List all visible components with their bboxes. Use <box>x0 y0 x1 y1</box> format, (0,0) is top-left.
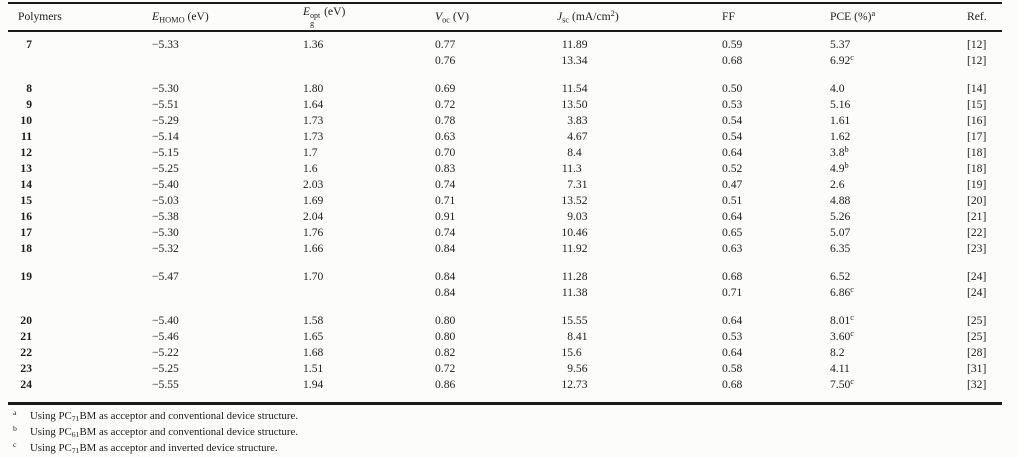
cell-voc: 0.83 <box>435 162 456 175</box>
cell-homo: −5.22 <box>152 346 179 359</box>
polymer-number: 9 <box>26 98 32 111</box>
cell-pce: 6.52 <box>830 270 851 283</box>
cell-jsc: 9.03 <box>567 210 588 223</box>
table-row <box>8 129 1002 145</box>
cell-pce: 6.86$^c$ <box>830 284 855 299</box>
cell-homo: −5.15 <box>152 146 179 159</box>
cell-ref: [25] <box>967 330 987 343</box>
cell-homo: −5.30 <box>152 226 179 239</box>
column-header-ref: Ref. <box>967 10 987 23</box>
cell-jsc: 15.6 <box>561 346 582 359</box>
cell-voc: 0.91 <box>435 210 456 223</box>
polymer-number: 17 <box>20 226 32 239</box>
cell-ff: 0.64 <box>722 210 743 223</box>
cell-pce: 7.50$^c$ <box>830 376 855 391</box>
cell-ref: [25] <box>967 314 987 327</box>
cell-voc: 0.77 <box>435 38 456 51</box>
cell-homo: −5.29 <box>152 114 179 127</box>
cell-pce: 5.16 <box>830 98 851 111</box>
cell-pce: 4.11 <box>830 362 850 375</box>
cell-pce: 5.07 <box>830 226 851 239</box>
cell-eg: 1.70 <box>303 270 324 283</box>
cell-homo: −5.32 <box>152 242 179 255</box>
cell-eg: 1.6 <box>303 162 318 175</box>
cell-jsc: 7.31 <box>567 178 588 191</box>
cell-jsc: 13.52 <box>561 194 588 207</box>
cell-ff: 0.58 <box>722 362 743 375</box>
cell-jsc: 9.56 <box>567 362 588 375</box>
table-row <box>8 313 1002 329</box>
cell-ref: [16] <box>967 114 987 127</box>
cell-homo: −5.55 <box>152 378 179 391</box>
cell-pce: 5.26 <box>830 210 851 223</box>
cell-ff: 0.59 <box>722 38 743 51</box>
footnote-b <box>8 425 1002 441</box>
cell-homo: −5.38 <box>152 210 179 223</box>
cell-polymer <box>8 161 152 177</box>
cell-polymer <box>8 193 152 209</box>
cell-polymer <box>8 269 152 285</box>
polymer-number: 16 <box>20 210 32 223</box>
cell-polymer <box>8 145 152 161</box>
cell-jsc: 11.92 <box>561 242 588 255</box>
row-spacer <box>8 301 1002 313</box>
cell-eg <box>303 285 435 301</box>
table-row <box>8 145 1002 161</box>
cell-ff: 0.68 <box>722 378 743 391</box>
cell-ref: [19] <box>967 178 987 191</box>
cell-ref: [28] <box>967 346 987 359</box>
polymer-number: 22 <box>20 346 32 359</box>
table-row <box>8 209 1002 225</box>
cell-polymer <box>8 285 152 301</box>
cell-voc: 0.86 <box>435 378 456 391</box>
cell-pce: 1.62 <box>830 130 851 143</box>
polymer-number: 11 <box>21 130 32 143</box>
cell-polymer <box>8 177 152 193</box>
table-header-row <box>8 4 1002 30</box>
table-row <box>8 53 1002 69</box>
cell-homo: −5.40 <box>152 178 179 191</box>
cell-eg: 1.69 <box>303 194 324 207</box>
cell-pce: 8.2 <box>830 346 845 359</box>
cell-voc: 0.74 <box>435 178 456 191</box>
cell-polymer <box>8 97 152 113</box>
cell-voc: 0.70 <box>435 146 456 159</box>
cell-voc: 0.80 <box>435 314 456 327</box>
cell-homo: −5.46 <box>152 330 179 343</box>
cell-polymer <box>8 81 152 97</box>
table-row <box>8 361 1002 377</box>
footnote-mark: b <box>13 423 17 433</box>
footnote-marker-b: b <box>844 160 849 170</box>
table-row <box>8 285 1002 301</box>
polymer-number: 12 <box>20 146 32 159</box>
cell-eg: 1.80 <box>303 82 324 95</box>
cell-pce: 3.60$^c$ <box>830 328 855 343</box>
table-row <box>8 225 1002 241</box>
cell-pce: 1.61 <box>830 114 851 127</box>
cell-jsc: 11.89 <box>561 38 588 51</box>
footnote-marker-b: b <box>844 144 849 154</box>
cell-pce: 5.37 <box>830 38 851 51</box>
cell-homo: −5.14 <box>152 130 179 143</box>
cell-eg: 2.03 <box>303 178 324 191</box>
cell-eg: 1.58 <box>303 314 324 327</box>
polymer-number: 10 <box>20 114 32 127</box>
cell-voc: 0.84 <box>435 286 456 299</box>
cell-homo: −5.25 <box>152 362 179 375</box>
column-header-polymer: Polymers <box>18 10 62 23</box>
table-row <box>8 193 1002 209</box>
polymer-number: 13 <box>20 162 32 175</box>
footnote-marker-c: c <box>850 52 855 62</box>
cell-eg: 1.73 <box>303 114 324 127</box>
cell-homo <box>152 285 303 301</box>
footnote-marker-c: c <box>850 312 855 322</box>
row-spacer <box>8 257 1002 269</box>
footnote-marker-c: c <box>850 284 855 294</box>
cell-ref: [14] <box>967 82 987 95</box>
cell-polymer <box>8 313 152 329</box>
footnote-marker-c: c <box>850 328 855 338</box>
cell-voc: 0.71 <box>435 194 456 207</box>
cell-homo: −5.25 <box>152 162 179 175</box>
stacked-sup-sub: opt g <box>310 11 321 29</box>
table-row <box>8 345 1002 361</box>
cell-ff: 0.54 <box>722 130 743 143</box>
table-row <box>8 161 1002 177</box>
table-row <box>8 329 1002 345</box>
cell-polymer <box>8 361 152 377</box>
cell-eg: 1.36 <box>303 38 324 51</box>
cell-ff: 0.51 <box>722 194 743 207</box>
cell-jsc: 4.67 <box>567 130 588 143</box>
cell-eg: 1.64 <box>303 98 324 111</box>
polymer-number: 19 <box>20 270 32 283</box>
cell-jsc: 3.83 <box>567 114 588 127</box>
footnote-a <box>8 409 1002 425</box>
cell-eg: 1.66 <box>303 242 324 255</box>
cell-ref: [31] <box>967 362 987 375</box>
cell-eg: 1.76 <box>303 226 324 239</box>
cell-ref: [18] <box>967 162 987 175</box>
cell-ff: 0.52 <box>722 162 743 175</box>
column-header-eg: E opt g (eV) <box>303 4 346 29</box>
cell-ff: 0.63 <box>722 242 743 255</box>
footnote-text: Using $PC_{71}BM$ as acceptor and conventional device structure. <box>30 409 299 423</box>
cell-polymer <box>8 241 152 257</box>
cell-eg: 2.04 <box>303 210 324 223</box>
cell-ref: [18] <box>967 146 987 159</box>
cell-homo: −5.33 <box>152 38 179 51</box>
cell-polymer <box>8 377 152 393</box>
cell-ff: 0.68 <box>722 270 743 283</box>
cell-pce: 6.92$^c$ <box>830 52 855 67</box>
column-header-pce: PCE (%)$^a$ <box>830 8 876 23</box>
cell-voc: 0.78 <box>435 114 456 127</box>
cell-jsc: 13.50 <box>561 98 588 111</box>
table-row <box>8 37 1002 53</box>
cell-eg: 1.51 <box>303 362 324 375</box>
cell-voc: 0.82 <box>435 346 456 359</box>
table-bottom-rule <box>8 402 1002 405</box>
cell-eg: 1.73 <box>303 130 324 143</box>
polymer-number: 24 <box>20 378 32 391</box>
polymer-number: 18 <box>20 242 32 255</box>
cell-ref: [24] <box>967 270 987 283</box>
footnote-marker-c: c <box>850 376 855 386</box>
cell-polymer <box>8 53 152 69</box>
polymer-number: 14 <box>20 178 32 191</box>
cell-jsc: 11.54 <box>561 82 588 95</box>
cell-voc: 0.80 <box>435 330 456 343</box>
cell-homo: −5.51 <box>152 98 179 111</box>
cell-jsc: 11.38 <box>561 286 588 299</box>
cell-ref: [32] <box>967 378 987 391</box>
cell-polymer <box>8 329 152 345</box>
footnote-mark: a <box>13 407 17 417</box>
cell-pce: 3.8$^b$ <box>830 144 849 159</box>
cell-ff: 0.47 <box>722 178 743 191</box>
cell-polymer <box>8 345 152 361</box>
table-row <box>8 241 1002 257</box>
cell-jsc: 10.46 <box>561 226 588 239</box>
cell-pce: 4.9$^b$ <box>830 160 849 175</box>
footnote-text: Using $PC_{61}BM$ as acceptor and conventional device structure. <box>30 425 299 439</box>
cell-homo: −5.47 <box>152 270 179 283</box>
cell-voc: 0.84 <box>435 270 456 283</box>
cell-polymer <box>8 113 152 129</box>
cell-voc: 0.69 <box>435 82 456 95</box>
footnote-text: Using $PC_{71}BM$ as acceptor and inverted device structure. <box>30 441 278 455</box>
cell-homo <box>152 53 303 69</box>
cell-ref: [17] <box>967 130 987 143</box>
footnote-mark: c <box>13 439 17 449</box>
cell-eg: 1.65 <box>303 330 324 343</box>
cell-ref: [15] <box>967 98 987 111</box>
cell-ref: [24] <box>967 286 987 299</box>
cell-ff: 0.64 <box>722 146 743 159</box>
cell-ff: 0.54 <box>722 114 743 127</box>
table-body <box>8 32 1002 402</box>
cell-voc: 0.72 <box>435 98 456 111</box>
cell-homo: −5.30 <box>152 82 179 95</box>
cell-ff: 0.64 <box>722 346 743 359</box>
cell-jsc: 8.41 <box>567 330 588 343</box>
cell-voc: 0.76 <box>435 54 456 67</box>
table-row <box>8 177 1002 193</box>
cell-ff: 0.50 <box>722 82 743 95</box>
table-row <box>8 81 1002 97</box>
cell-pce: 4.0 <box>830 82 845 95</box>
cell-pce: 4.88 <box>830 194 851 207</box>
cell-jsc: 13.34 <box>561 54 588 67</box>
cell-homo: −5.03 <box>152 194 179 207</box>
cell-ff: 0.53 <box>722 330 743 343</box>
cell-polymer <box>8 129 152 145</box>
cell-polymer <box>8 209 152 225</box>
cell-polymer <box>8 225 152 241</box>
cell-ff: 0.53 <box>722 98 743 111</box>
cell-pce: 6.35 <box>830 242 851 255</box>
polymer-properties-table <box>8 2 1002 457</box>
footnote-c <box>8 441 1002 457</box>
cell-ref: [23] <box>967 242 987 255</box>
cell-ref: [20] <box>967 194 987 207</box>
cell-jsc: 8.4 <box>567 146 582 159</box>
cell-voc: 0.63 <box>435 130 456 143</box>
cell-polymer <box>8 37 152 53</box>
cell-pce: 8.01$^c$ <box>830 312 855 327</box>
polymer-number: 8 <box>26 82 32 95</box>
table-row <box>8 269 1002 285</box>
table-row <box>8 97 1002 113</box>
cell-jsc: 15.55 <box>561 314 588 327</box>
column-header-ff: FF <box>722 10 735 23</box>
cell-eg: 1.68 <box>303 346 324 359</box>
table-row <box>8 113 1002 129</box>
cell-ff: 0.68 <box>722 54 743 67</box>
cell-jsc: 12.73 <box>561 378 588 391</box>
cell-ff: 0.65 <box>722 226 743 239</box>
cell-pce: 2.6 <box>830 178 845 191</box>
cell-voc: 0.72 <box>435 362 456 375</box>
cell-ref: [12] <box>967 54 987 67</box>
cell-ref: [12] <box>967 38 987 51</box>
cell-voc: 0.84 <box>435 242 456 255</box>
table-row <box>8 377 1002 393</box>
polymer-number: 7 <box>26 38 32 51</box>
cell-eg <box>303 53 435 69</box>
cell-ff: 0.71 <box>722 286 743 299</box>
column-header-homo: $E_{HOMO}$ (eV) <box>152 10 209 25</box>
cell-jsc: 11.3 <box>561 162 582 175</box>
polymer-number: 21 <box>20 330 32 343</box>
cell-eg: 1.94 <box>303 378 324 391</box>
cell-ref: [21] <box>967 210 987 223</box>
cell-voc: 0.74 <box>435 226 456 239</box>
cell-jsc: 11.28 <box>561 270 588 283</box>
table-footnotes <box>8 409 1002 457</box>
column-header-jsc: $J_{sc}$ $(mA/cm^2)$ <box>557 8 619 25</box>
column-header-voc: $V_{oc}$ (V) <box>435 10 469 25</box>
polymer-number: 15 <box>20 194 32 207</box>
cell-ref: [22] <box>967 226 987 239</box>
polymer-number: 23 <box>20 362 32 375</box>
polymer-number: 20 <box>20 314 32 327</box>
row-spacer <box>8 69 1002 81</box>
cell-homo: −5.40 <box>152 314 179 327</box>
cell-ff: 0.64 <box>722 314 743 327</box>
cell-eg: 1.7 <box>303 146 318 159</box>
